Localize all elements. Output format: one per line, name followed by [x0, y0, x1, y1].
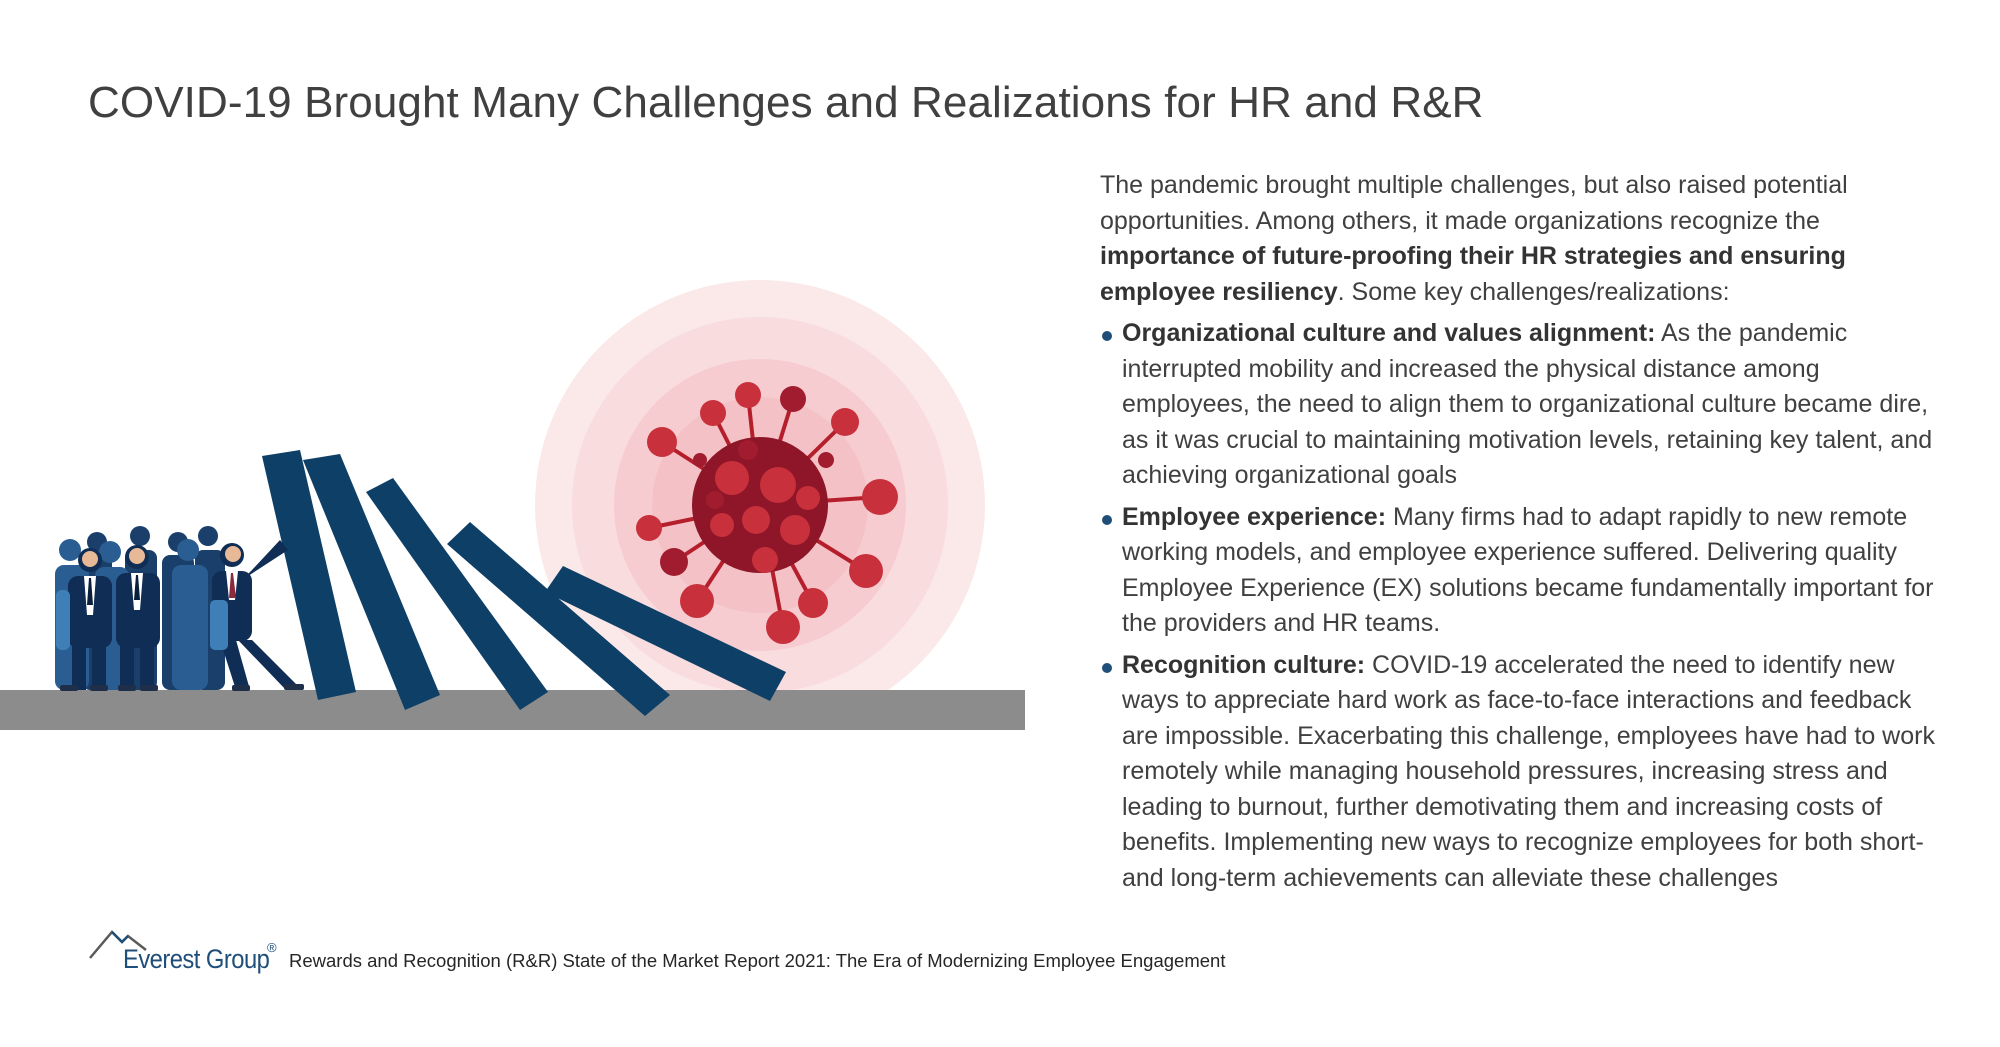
intro-text-before: The pandemic brought multiple challenges, but also raised potential opportunities. Among others, it made organizations recognize the: [1100, 171, 1848, 235]
report-title: Rewards and Recognition (R&R) State of the Market Report 2021: The Era of Modernizing Employee Engagement: [289, 950, 1226, 971]
intro-bold-text: importance of future-proofing their HR strategies and ensuring employee resiliency: [1100, 242, 1846, 306]
logo-text: Everest Group: [123, 944, 270, 974]
bullet-lead: Organizational culture and values alignment:: [1122, 319, 1656, 347]
bullet-lead: Recognition culture:: [1122, 650, 1366, 679]
list-item: [1100, 648, 1940, 897]
intro-paragraph: [1100, 168, 1940, 310]
bullet-dot-icon: [1102, 515, 1112, 525]
crowd-of-people: [55, 526, 304, 691]
domino-virus-illustration: [0, 270, 1025, 750]
bullet-dot-icon: [1102, 331, 1112, 341]
bullet-dot-icon: [1102, 663, 1112, 673]
challenges-list: [1100, 316, 1940, 896]
footer: [88, 920, 1388, 980]
text-panel: [1100, 168, 1940, 896]
everest-group-logo: [88, 920, 288, 980]
list-item: [1100, 500, 1940, 642]
bullet-text: COVID-19 accelerated the need to identify new ways to appreciate hard work as face-to-face interactions and feedback are impossible. Exacerbating this challenge, employees have had to work remotely while managing household pressures, increasing stress and leading to burnout, further demotivating them and increasing costs of benefits. Implementing new ways to recognize employees for both short- and long-term achievements can alleviate these challenges: [1122, 650, 1935, 892]
bullet-text: Many firms had to adapt rapidly to new remote working models, and employee experience suffered. Delivering quality Employee Experience (EX) solutions became fundamentally important for the providers and HR teams.: [1122, 502, 1934, 637]
list-item: [1100, 316, 1940, 494]
bullet-text: As the pandemic interrupted mobility and increased the physical distance among employees, the need to align them to organizational culture became dire, as it was crucial to maintaining motivation levels, retaining key talent, and achieving organizational goals: [1122, 319, 1933, 489]
intro-text-after: . Some key challenges/realizations:: [1337, 277, 1730, 306]
bullet-lead: Employee experience:: [1122, 502, 1387, 531]
slide-title: COVID-19 Brought Many Challenges and Realizations for HR and R&R: [88, 78, 1484, 127]
illustration-svg: [0, 270, 1025, 750]
registered-mark: ®: [267, 940, 277, 955]
